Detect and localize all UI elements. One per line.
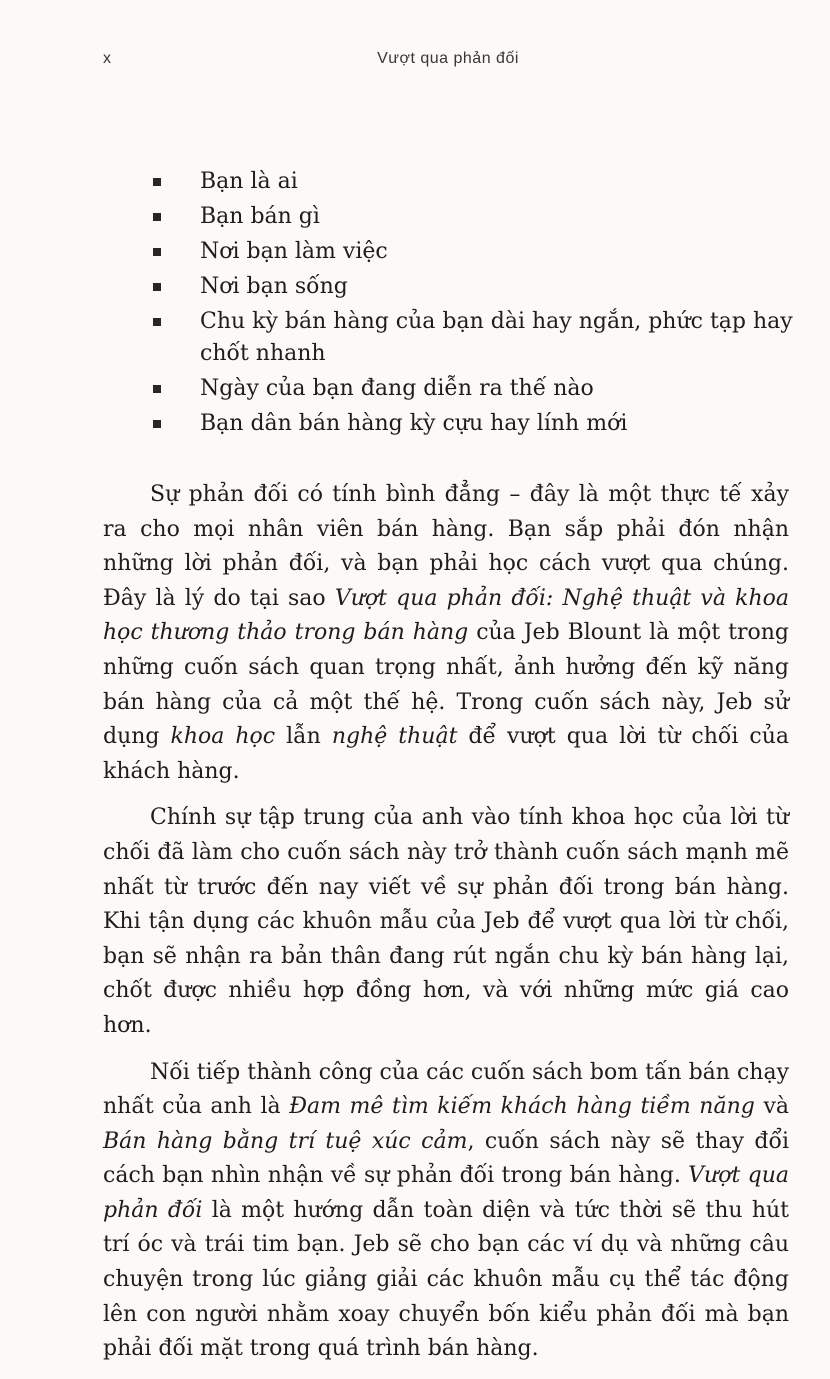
list-item	[150, 271, 800, 303]
square-bullet-icon	[153, 283, 161, 291]
square-bullet-icon	[153, 178, 161, 186]
list-item	[150, 373, 800, 405]
paragraph-text: là một hướng dẫn toàn diện và tức thời sẽ thu hút trí óc và trái tim bạn. Jeb sẽ cho bạn các ví dụ và những câu chuyện trong lúc giảng giải các khuôn mẫu cụ thể tác động lên con người nhằm xoay chuyển bốn kiểu phản đối mà bạn phải đối mặt trong quá trình bán hàng.	[103, 1197, 789, 1362]
page-number: x	[103, 50, 112, 67]
paragraph-text: Nối tiếp thành công của các cuốn sách bom tấn bán chạy nhất của anh là	[103, 1059, 789, 1120]
list-item	[150, 236, 800, 268]
book-title-italic: Đam mê tìm kiếm khách hàng tiềm năng	[289, 1094, 755, 1120]
paragraph-1	[103, 478, 789, 789]
list-item-text: Chu kỳ bán hàng của bạn dài hay ngắn, phức tạp hay chốt nhanh	[200, 309, 793, 366]
paragraph-text: để vượt qua lời từ chối của khách hàng.	[103, 724, 790, 784]
emphasis-italic: khoa học	[170, 724, 276, 750]
paragraph-text: Sự phản đối có tính bình đẳng – đây là một thực tế xảy ra cho mọi nhân viên bán hàng. Bạn sắp phải đón nhận những lời phản đối, và bạn phải học cách vượt qua chúng. Đây là lý do tại sao	[103, 482, 789, 611]
page-header	[103, 50, 793, 74]
book-title-italic: Vượt qua phản đối: Nghệ thuật và khoa học thương thảo trong bán hàng	[103, 585, 789, 646]
paragraph-text: , cuốn sách này sẽ thay đổi cách bạn nhìn nhận về sự phản đối trong bán hàng.	[103, 1128, 790, 1189]
emphasis-italic: nghệ thuật	[331, 724, 458, 750]
paragraph-text: của Jeb Blount là một trong những cuốn sách quan trọng nhất, ảnh hưởng đến kỹ năng bán hàng của cả một thế hệ. Trong cuốn sách này, Jeb sử dụng	[103, 620, 789, 750]
bullet-list	[150, 166, 800, 443]
list-item-text: Bạn là ai	[200, 169, 298, 194]
list-item-text: Bạn dân bán hàng kỳ cựu hay lính mới	[200, 411, 628, 436]
square-bullet-icon	[153, 213, 161, 221]
list-item	[150, 201, 800, 233]
list-item	[150, 408, 800, 440]
paragraph-2: Chính sự tập trung của anh vào tính khoa học của lời từ chối đã làm cho cuốn sách này trở thành cuốn sách mạnh mẽ nhất từ trước đến nay viết về sự phản đối trong bán hàng. Khi tận dụng các khuôn mẫu của Jeb để vượt qua lời từ chối, bạn sẽ nhận ra bản thân đang rút ngắn chu kỳ bán hàng lại, chốt được nhiều hợp đồng hơn, và với những mức giá cao hơn.	[103, 805, 789, 1038]
book-title-italic: Bán hàng bằng trí tuệ xúc cảm	[103, 1128, 468, 1154]
square-bullet-icon	[153, 385, 161, 393]
list-item-text: Ngày của bạn đang diễn ra thế nào	[200, 376, 594, 401]
running-title: Vượt qua phản đối	[377, 50, 519, 67]
paragraph-text: lẫn	[275, 724, 332, 750]
book-title-italic: Vượt qua phản đối	[103, 1163, 789, 1223]
list-item-text: Nơi bạn sống	[200, 274, 348, 299]
list-item-text: Nơi bạn làm việc	[200, 239, 388, 264]
square-bullet-icon	[153, 420, 161, 428]
paragraph-3	[103, 1056, 789, 1367]
list-item	[150, 306, 800, 370]
list-item-text: Bạn bán gì	[200, 204, 320, 229]
list-item	[150, 166, 800, 198]
square-bullet-icon	[153, 248, 161, 256]
body-text	[103, 478, 789, 1379]
square-bullet-icon	[153, 318, 161, 326]
paragraph-text: và	[754, 1094, 789, 1120]
